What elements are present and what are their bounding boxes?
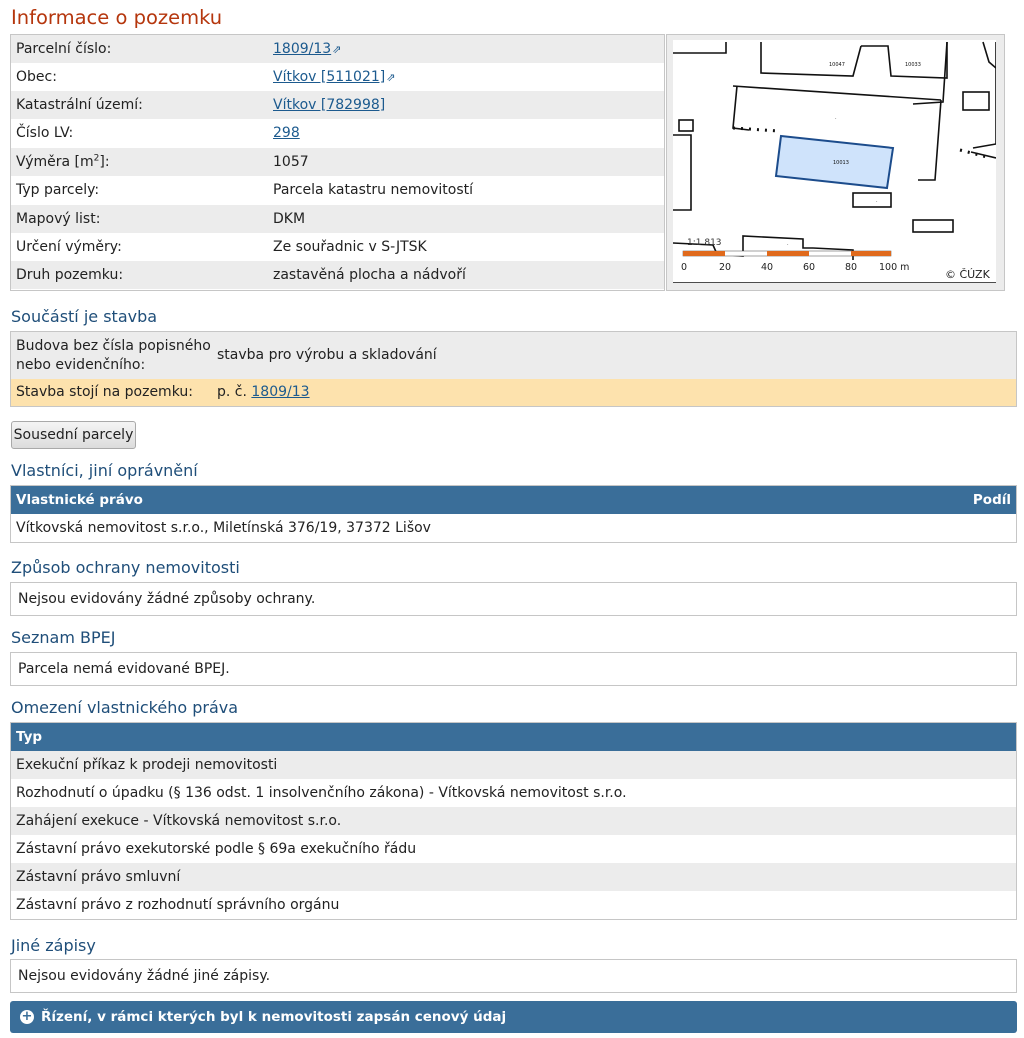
building-table xyxy=(10,331,1017,407)
neighbor-parcels-button[interactable]: Sousední parcely xyxy=(11,421,136,449)
other-records-text: Nejsou evidovány žádné jiné zápisy. xyxy=(18,968,271,984)
column-header-ownership: Vlastnické právo xyxy=(16,492,143,508)
table-row xyxy=(11,779,1016,807)
scale-tick: 0 xyxy=(681,262,688,273)
map-copyright: © ČÚZK xyxy=(945,268,990,281)
cadastral-area-link[interactable]: Vítkov [782998] xyxy=(273,97,386,113)
restrictions-table xyxy=(10,722,1017,920)
protection-text: Nejsou evidovány žádné způsoby ochrany. xyxy=(18,591,316,607)
protection-note xyxy=(10,582,1017,616)
restriction-type: Zahájení exekuce - Vítkovská nemovitost s.r.o. xyxy=(16,813,342,829)
row-label: Výměra $[m^2]$: xyxy=(16,153,110,170)
building-location-label: Stavba stojí na pozemku: xyxy=(16,384,193,400)
owners-table xyxy=(10,485,1017,543)
other-records-heading: Jiné zápisy xyxy=(11,936,96,955)
row-label: Katastrální území: xyxy=(16,97,143,113)
restrictions-heading: Omezení vlastnického práva xyxy=(11,698,239,717)
protection-heading: Způsob ochrany nemovitosti xyxy=(11,558,240,577)
row-lv-number xyxy=(11,119,664,147)
restriction-type: Exekuční příkaz k prodeji nemovitosti xyxy=(16,757,278,773)
restriction-type: Zástavní právo exekutorské podle § 69a exekučního řádu xyxy=(16,841,417,857)
scale-tick: 100 m xyxy=(879,262,910,273)
building-heading: Součástí je stavba xyxy=(11,307,158,326)
parcel-info-table xyxy=(10,34,665,291)
map-scale-ratio: 1:1 813 xyxy=(687,238,722,248)
svg-text:·: · xyxy=(835,116,837,122)
scale-tick: 20 xyxy=(719,262,732,273)
row-label: Druh pozemku: xyxy=(16,267,124,283)
row-label: Parcelní číslo: xyxy=(16,41,112,57)
row-area xyxy=(11,148,664,176)
row-area-determination xyxy=(11,233,664,261)
column-header-type: Typ xyxy=(16,729,43,745)
table-row xyxy=(11,835,1016,863)
table-row xyxy=(11,514,1016,542)
scale-tick: 40 xyxy=(761,262,774,273)
row-label: Mapový list: xyxy=(16,211,101,227)
building-parcel-link[interactable]: 1809/13 xyxy=(251,384,310,400)
table-row xyxy=(11,891,1016,919)
svg-text:10013: 10013 xyxy=(833,160,849,166)
column-header-share: Podíl xyxy=(972,492,1011,508)
restriction-type: Rozhodnutí o úpadku (§ 136 odst. 1 insolvenčního zákona) - Vítkovská nemovitost s.r.o. xyxy=(16,785,627,801)
row-label: Typ parcely: xyxy=(16,182,100,198)
row-label: Číslo LV: xyxy=(16,125,74,141)
parcel-map[interactable] xyxy=(666,34,1005,291)
bpej-heading: Seznam BPEJ xyxy=(11,628,116,647)
cadastral-map-image[interactable] xyxy=(673,40,996,283)
area-determination-value: Ze souřadnic v S-JTSK xyxy=(273,239,427,255)
scale-tick: 80 xyxy=(845,262,858,273)
table-row xyxy=(11,863,1016,891)
row-land-kind xyxy=(11,261,664,289)
building-type-row xyxy=(11,332,1016,379)
parcel-number-link[interactable]: 1809/13 xyxy=(273,41,332,57)
page-title: Informace o pozemku xyxy=(11,6,223,29)
scale-tick: 60 xyxy=(803,262,816,273)
table-row xyxy=(11,807,1016,835)
row-parcel-number xyxy=(11,35,664,63)
row-map-sheet xyxy=(11,205,664,233)
svg-text:10047: 10047 xyxy=(829,62,845,68)
external-link-icon[interactable]: ⇗ xyxy=(332,43,342,56)
svg-text:·: · xyxy=(787,242,789,248)
external-link-icon[interactable]: ⇗ xyxy=(386,71,396,84)
other-records-note xyxy=(10,959,1017,993)
building-type-value: stavba pro výrobu a skladování xyxy=(217,347,437,363)
price-proceedings-toggle[interactable] xyxy=(10,1001,1017,1033)
table-row xyxy=(11,751,1016,779)
parcel-type-value: Parcela katastru nemovitostí xyxy=(273,182,474,198)
price-proceedings-label: Řízení, v rámci kterých byl k nemovitosti zapsán cenový údaj xyxy=(41,1009,507,1025)
row-label: Obec: xyxy=(16,69,57,85)
row-municipality xyxy=(11,63,664,91)
bpej-text: Parcela nemá evidované BPEJ. xyxy=(18,661,230,677)
bpej-note xyxy=(10,652,1017,686)
plus-icon[interactable]: + xyxy=(21,1009,33,1024)
row-label: Určení výměry: xyxy=(16,239,122,255)
map-sheet-value: DKM xyxy=(273,211,306,227)
municipality-link[interactable]: Vítkov [511021] xyxy=(273,69,386,85)
svg-text:·: · xyxy=(876,199,878,205)
land-kind-value: zastavěná plocha a nádvoří xyxy=(273,267,466,283)
table-header xyxy=(11,486,1016,514)
svg-text:10033: 10033 xyxy=(905,62,921,68)
row-cadastral-area xyxy=(11,91,664,119)
building-location-row xyxy=(11,379,1016,406)
owners-heading: Vlastníci, jiní oprávnění xyxy=(11,461,198,480)
building-location-value: p. č. 1809/13 xyxy=(217,384,310,400)
row-parcel-type xyxy=(11,176,664,204)
building-type-label: Budova bez čísla popisného nebo evidenčního: xyxy=(16,338,211,373)
lv-number-link[interactable]: 298 xyxy=(273,125,300,141)
table-header xyxy=(11,723,1016,751)
restriction-type: Zástavní právo z rozhodnutí správního orgánu xyxy=(16,897,340,913)
restriction-type: Zástavní právo smluvní xyxy=(16,869,181,885)
owner-name: Vítkovská nemovitost s.r.o., Miletínská 376/19, 37372 Lišov xyxy=(16,520,431,536)
area-value: 1057 xyxy=(273,154,309,170)
